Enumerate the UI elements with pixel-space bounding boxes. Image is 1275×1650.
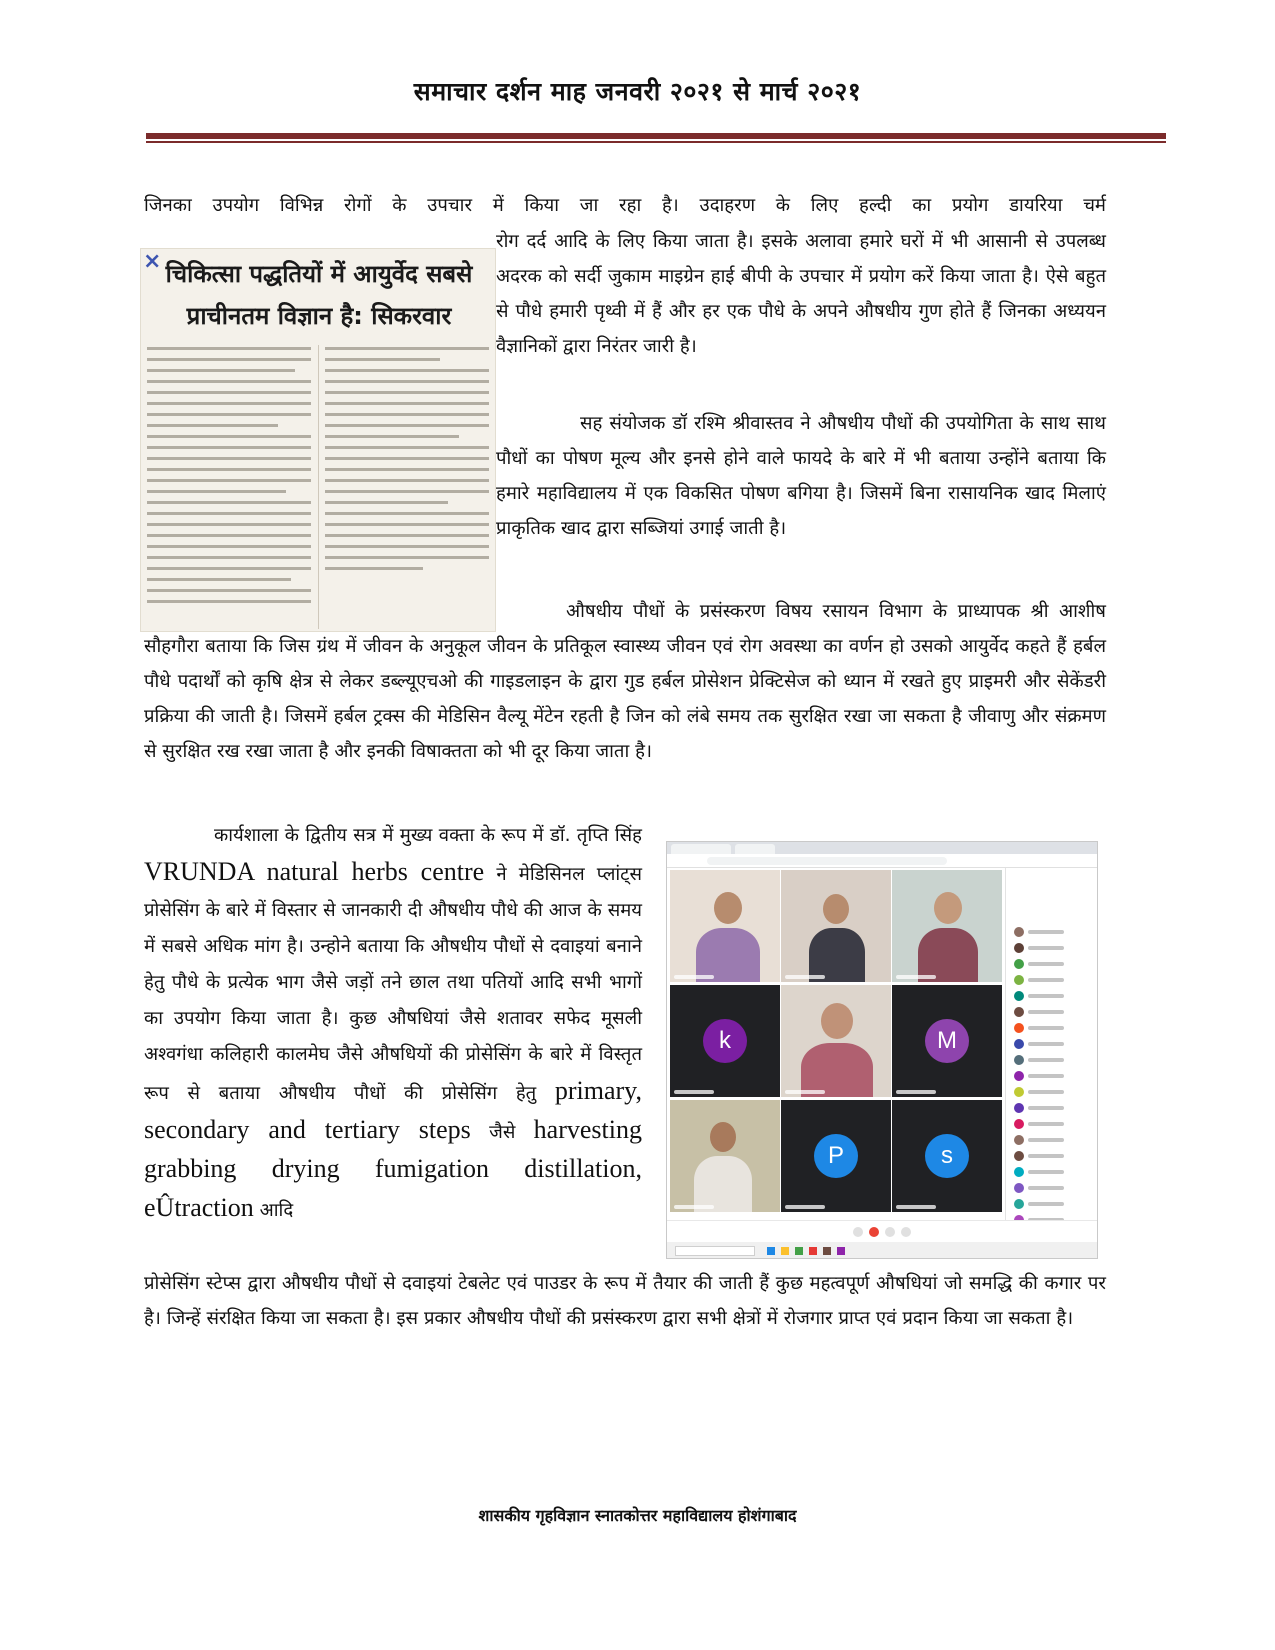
page-title: समाचार दर्शन माह जनवरी २०२१ से मार्च २०२१ bbox=[413, 77, 862, 106]
article-para4-b: ने मेडिसिनल प्लांट्स प्रोसेसिंग के बारे में विस्तार से जानकारी दी औषधीय पौधे की आज के समय में सबसे अधिक मांग है। उन्होने बताया कि औषधीय पौधों से दवाइयां बनाने हेतु पौधे के प्रत्येक भाग जैसे जड़ों तने छाल तथा पतियों आदि सभी भागों का उपयोग किया जाता है। कुछ औषधियां जैसे शतावर सफेद मूसली अश्वगंधा कलिहारी कालमेघ जैसे औषधियों की प्रोसेसिंग के बारे में विस्तृत रूप से बताया औषधीय पौधों की प्रोसेसिंग हेतु bbox=[144, 864, 642, 1104]
participant-name-placeholder bbox=[1028, 1154, 1064, 1158]
participant-avatar-k: k bbox=[703, 1019, 747, 1063]
camera-icon bbox=[885, 1227, 895, 1237]
meeting-screenshot bbox=[666, 841, 1098, 1259]
participant-name-placeholder bbox=[1028, 1122, 1064, 1126]
clipping-mark: × bbox=[143, 249, 162, 274]
participant-dot-icon bbox=[1014, 1087, 1024, 1097]
participant-tile bbox=[670, 870, 780, 982]
participant-name-placeholder bbox=[1028, 1202, 1064, 1206]
participant-tile bbox=[670, 985, 780, 1097]
participant-dot-icon bbox=[1014, 1039, 1024, 1049]
participant-avatar-s: s bbox=[925, 1134, 969, 1178]
clipping-column-right bbox=[325, 347, 489, 629]
participant-name-placeholder bbox=[1028, 1042, 1064, 1046]
article-para4-c: जैसे bbox=[489, 1122, 516, 1143]
participant-list-item[interactable] bbox=[1014, 1086, 1092, 1098]
participant-tile bbox=[781, 870, 891, 982]
participant-dot-icon bbox=[1014, 1071, 1024, 1081]
participant-tile bbox=[781, 985, 891, 1097]
participant-name-placeholder bbox=[1028, 1010, 1064, 1014]
participant-dot-icon bbox=[1014, 1007, 1024, 1017]
article-para2 bbox=[496, 406, 1106, 546]
header-rule bbox=[146, 133, 1166, 139]
article-para2-text: सह संयोजक डॉ रश्मि श्रीवास्तव ने औषधीय पौधों की उपयोगिता के साथ साथ पौधों का पोषण मूल्य और इनसे होने वाले फायदे के बारे में भी बताया उन्होंने बताया कि हमारे महाविद्यालय में एक विकसित पोषण बगिया है। जिसमें बिना रासायनिक खाद मिलाएं प्राकृतिक खाद द्वारा सब्जियां उगाई जाती है। bbox=[496, 413, 1106, 539]
os-taskbar bbox=[667, 1242, 1098, 1259]
article-para1: रोग दर्द आदि के लिए किया जाता है। इसके अलावा हमारे घरों में भी आसानी से उपलब्ध अदरक को सर्दी जुकाम माइग्रेन हाई बीपी के उपचार में प्रयोग करें किया जाता है। ऐसे बहुत से पौधे हमारी पृथ्वी में हैं और हर एक पौधे के अपने औषधीय गुण होते हैं जिनका अध्ययन वैज्ञानिकों द्वारा निरंतर जारी है। bbox=[496, 231, 1106, 357]
participant-list-item[interactable] bbox=[1014, 1102, 1092, 1114]
participant-name-placeholder bbox=[1028, 1106, 1064, 1110]
clipping-headline bbox=[141, 253, 496, 337]
participant-list-item[interactable] bbox=[1014, 926, 1092, 938]
article-para4-latin1: VRUNDA natural herbs centre bbox=[144, 857, 485, 886]
clipping-divider bbox=[318, 345, 319, 629]
taskbar-search bbox=[675, 1246, 755, 1256]
article-para4-latin3: harvesting grabbing drying fumigation distillation, eÛtraction bbox=[144, 1115, 642, 1222]
present-icon bbox=[901, 1227, 911, 1237]
article-para5: प्रोसेसिंग स्टेप्स द्वारा औषधीय पौधों से दवाइयां टेबलेट एवं पाउडर के रूप में तैयार की जाती हैं कुछ महत्वपूर्ण औषधियां जो समद्धि की कगार पर है। जिन्हें संरक्षित किया जा सकता है। इस प्रकार औषधीय पौधों की प्रसंस्करण द्वारा सभी क्षेत्रों में रोजगार प्राप्त एवं प्रदान किया जा सकता है। bbox=[144, 1273, 1106, 1329]
participant-tile bbox=[892, 870, 1002, 982]
browser-tabbar bbox=[667, 842, 1098, 854]
participant-tile bbox=[892, 1100, 1002, 1212]
page-footer: शासकीय गृहविज्ञान स्नातकोत्तर महाविद्यालय होशंगाबाद bbox=[478, 1506, 797, 1525]
participant-list-item[interactable] bbox=[1014, 1038, 1092, 1050]
clipping-headline-line1: चिकित्सा पद्धतियों में आयुर्वेद सबसे bbox=[165, 260, 473, 288]
mic-icon bbox=[853, 1227, 863, 1237]
participant-avatar-m: M bbox=[925, 1019, 969, 1063]
clipping-column-left bbox=[147, 347, 311, 629]
participant-list-item[interactable] bbox=[1014, 1118, 1092, 1130]
participant-name-placeholder bbox=[1028, 1026, 1064, 1030]
article-para4-a: कार्यशाला के द्वितीय सत्र में मुख्य वक्ता के रूप में डॉ. तृप्ति सिंह bbox=[214, 825, 642, 846]
browser-urlbar bbox=[667, 854, 1098, 868]
participant-tile bbox=[892, 985, 1002, 1097]
newspaper-clipping bbox=[140, 248, 496, 632]
participant-dot-icon bbox=[1014, 975, 1024, 985]
participants-panel bbox=[1005, 868, 1098, 1220]
participant-list-item[interactable] bbox=[1014, 958, 1092, 970]
article-para4-latin2: primary, secondary and tertiary steps bbox=[144, 1076, 642, 1144]
participant-name-placeholder bbox=[1028, 978, 1064, 982]
participant-name-placeholder bbox=[1028, 946, 1064, 950]
header-rule-thin bbox=[146, 141, 1166, 143]
participant-name-placeholder bbox=[1028, 994, 1064, 998]
participant-list-item[interactable] bbox=[1014, 1070, 1092, 1082]
participant-name-placeholder bbox=[1028, 930, 1064, 934]
article-para4 bbox=[144, 818, 642, 1229]
participant-list-item[interactable] bbox=[1014, 1022, 1092, 1034]
end-call-icon bbox=[869, 1227, 879, 1237]
article-para3 bbox=[144, 594, 1106, 769]
participant-name-placeholder bbox=[1028, 1058, 1064, 1062]
participant-dot-icon bbox=[1014, 927, 1024, 937]
participant-dot-icon bbox=[1014, 1135, 1024, 1145]
participant-list-item[interactable] bbox=[1014, 1182, 1092, 1194]
participant-dot-icon bbox=[1014, 1119, 1024, 1129]
participant-dot-icon bbox=[1014, 1023, 1024, 1033]
article-para4-d: आदि bbox=[259, 1200, 294, 1221]
participant-name-placeholder bbox=[1028, 1074, 1064, 1078]
participant-avatar-p: P bbox=[814, 1134, 858, 1178]
meeting-controls bbox=[667, 1220, 1098, 1242]
article-para3-first: औषधीय पौधों के प्रसंस्करण विषय रसायन विभाग के bbox=[566, 601, 948, 622]
participant-list-item[interactable] bbox=[1014, 974, 1092, 986]
participant-list-item[interactable] bbox=[1014, 1006, 1092, 1018]
participant-dot-icon bbox=[1014, 991, 1024, 1001]
participant-list-item[interactable] bbox=[1014, 1134, 1092, 1146]
participant-list-item[interactable] bbox=[1014, 942, 1092, 954]
participant-list-item[interactable] bbox=[1014, 1150, 1092, 1162]
article-para1-line1: जिनका उपयोग विभिन्न रोगों के उपचार में किया जा रहा है। उदाहरण के लिए हल्दी का प्रयोग डायरिया चर्म bbox=[144, 195, 1106, 216]
participant-grid bbox=[667, 868, 1005, 1220]
participant-tile bbox=[670, 1100, 780, 1212]
participant-dot-icon bbox=[1014, 943, 1024, 953]
participant-dot-icon bbox=[1014, 1103, 1024, 1113]
participant-dot-icon bbox=[1014, 1183, 1024, 1193]
participant-tile bbox=[781, 1100, 891, 1212]
participant-name-placeholder bbox=[1028, 1090, 1064, 1094]
participant-name-placeholder bbox=[1028, 1170, 1064, 1174]
clipping-headline-line2: प्राचीनतम विज्ञान है: सिकरवार bbox=[186, 302, 452, 330]
participant-list-item[interactable] bbox=[1014, 990, 1092, 1002]
participant-name-placeholder bbox=[1028, 1186, 1064, 1190]
participant-list-item[interactable] bbox=[1014, 1054, 1092, 1066]
participant-name-placeholder bbox=[1028, 1138, 1064, 1142]
participant-list-item[interactable] bbox=[1014, 1166, 1092, 1178]
participant-name-placeholder bbox=[1028, 962, 1064, 966]
participant-dot-icon bbox=[1014, 1167, 1024, 1177]
article-para3-text: प्राध्यापक श्री आशीष सौहगौरा बताया कि जिस ग्रंथ में जीवन के अनुकूल जीवन के प्रतिकूल स्वास्थ्य जीवन एवं रोग अवस्था का वर्णन हो उसको आयुर्वेद कहते हैं हर्बल पौधे पदार्थों को कृषि क्षेत्र से लेकर डब्ल्यूएचओ की गाइडलाइन के द्वारा गुड हर्बल प्रोसेशन प्रेक्टिसेज को ध्यान में रखते हुए प्राइमरी और सेकेंडरी प्रक्रिया की जाती है। जिसमें हर्बल ट्रक्स की मेडिसिन वैल्यू मेंटेन रहती है जिन को लंबे समय तक सुरक्षित रखा जा सकता है जीवाणु और संक्रमण से सुरक्षित रख रखा जाता है और इनकी विषाक्तता को भी दूर किया जाता है। bbox=[144, 601, 1107, 762]
participant-dot-icon bbox=[1014, 1055, 1024, 1065]
participant-dot-icon bbox=[1014, 1151, 1024, 1161]
participant-dot-icon bbox=[1014, 959, 1024, 969]
participant-list-item[interactable] bbox=[1014, 1198, 1092, 1210]
participant-dot-icon bbox=[1014, 1199, 1024, 1209]
